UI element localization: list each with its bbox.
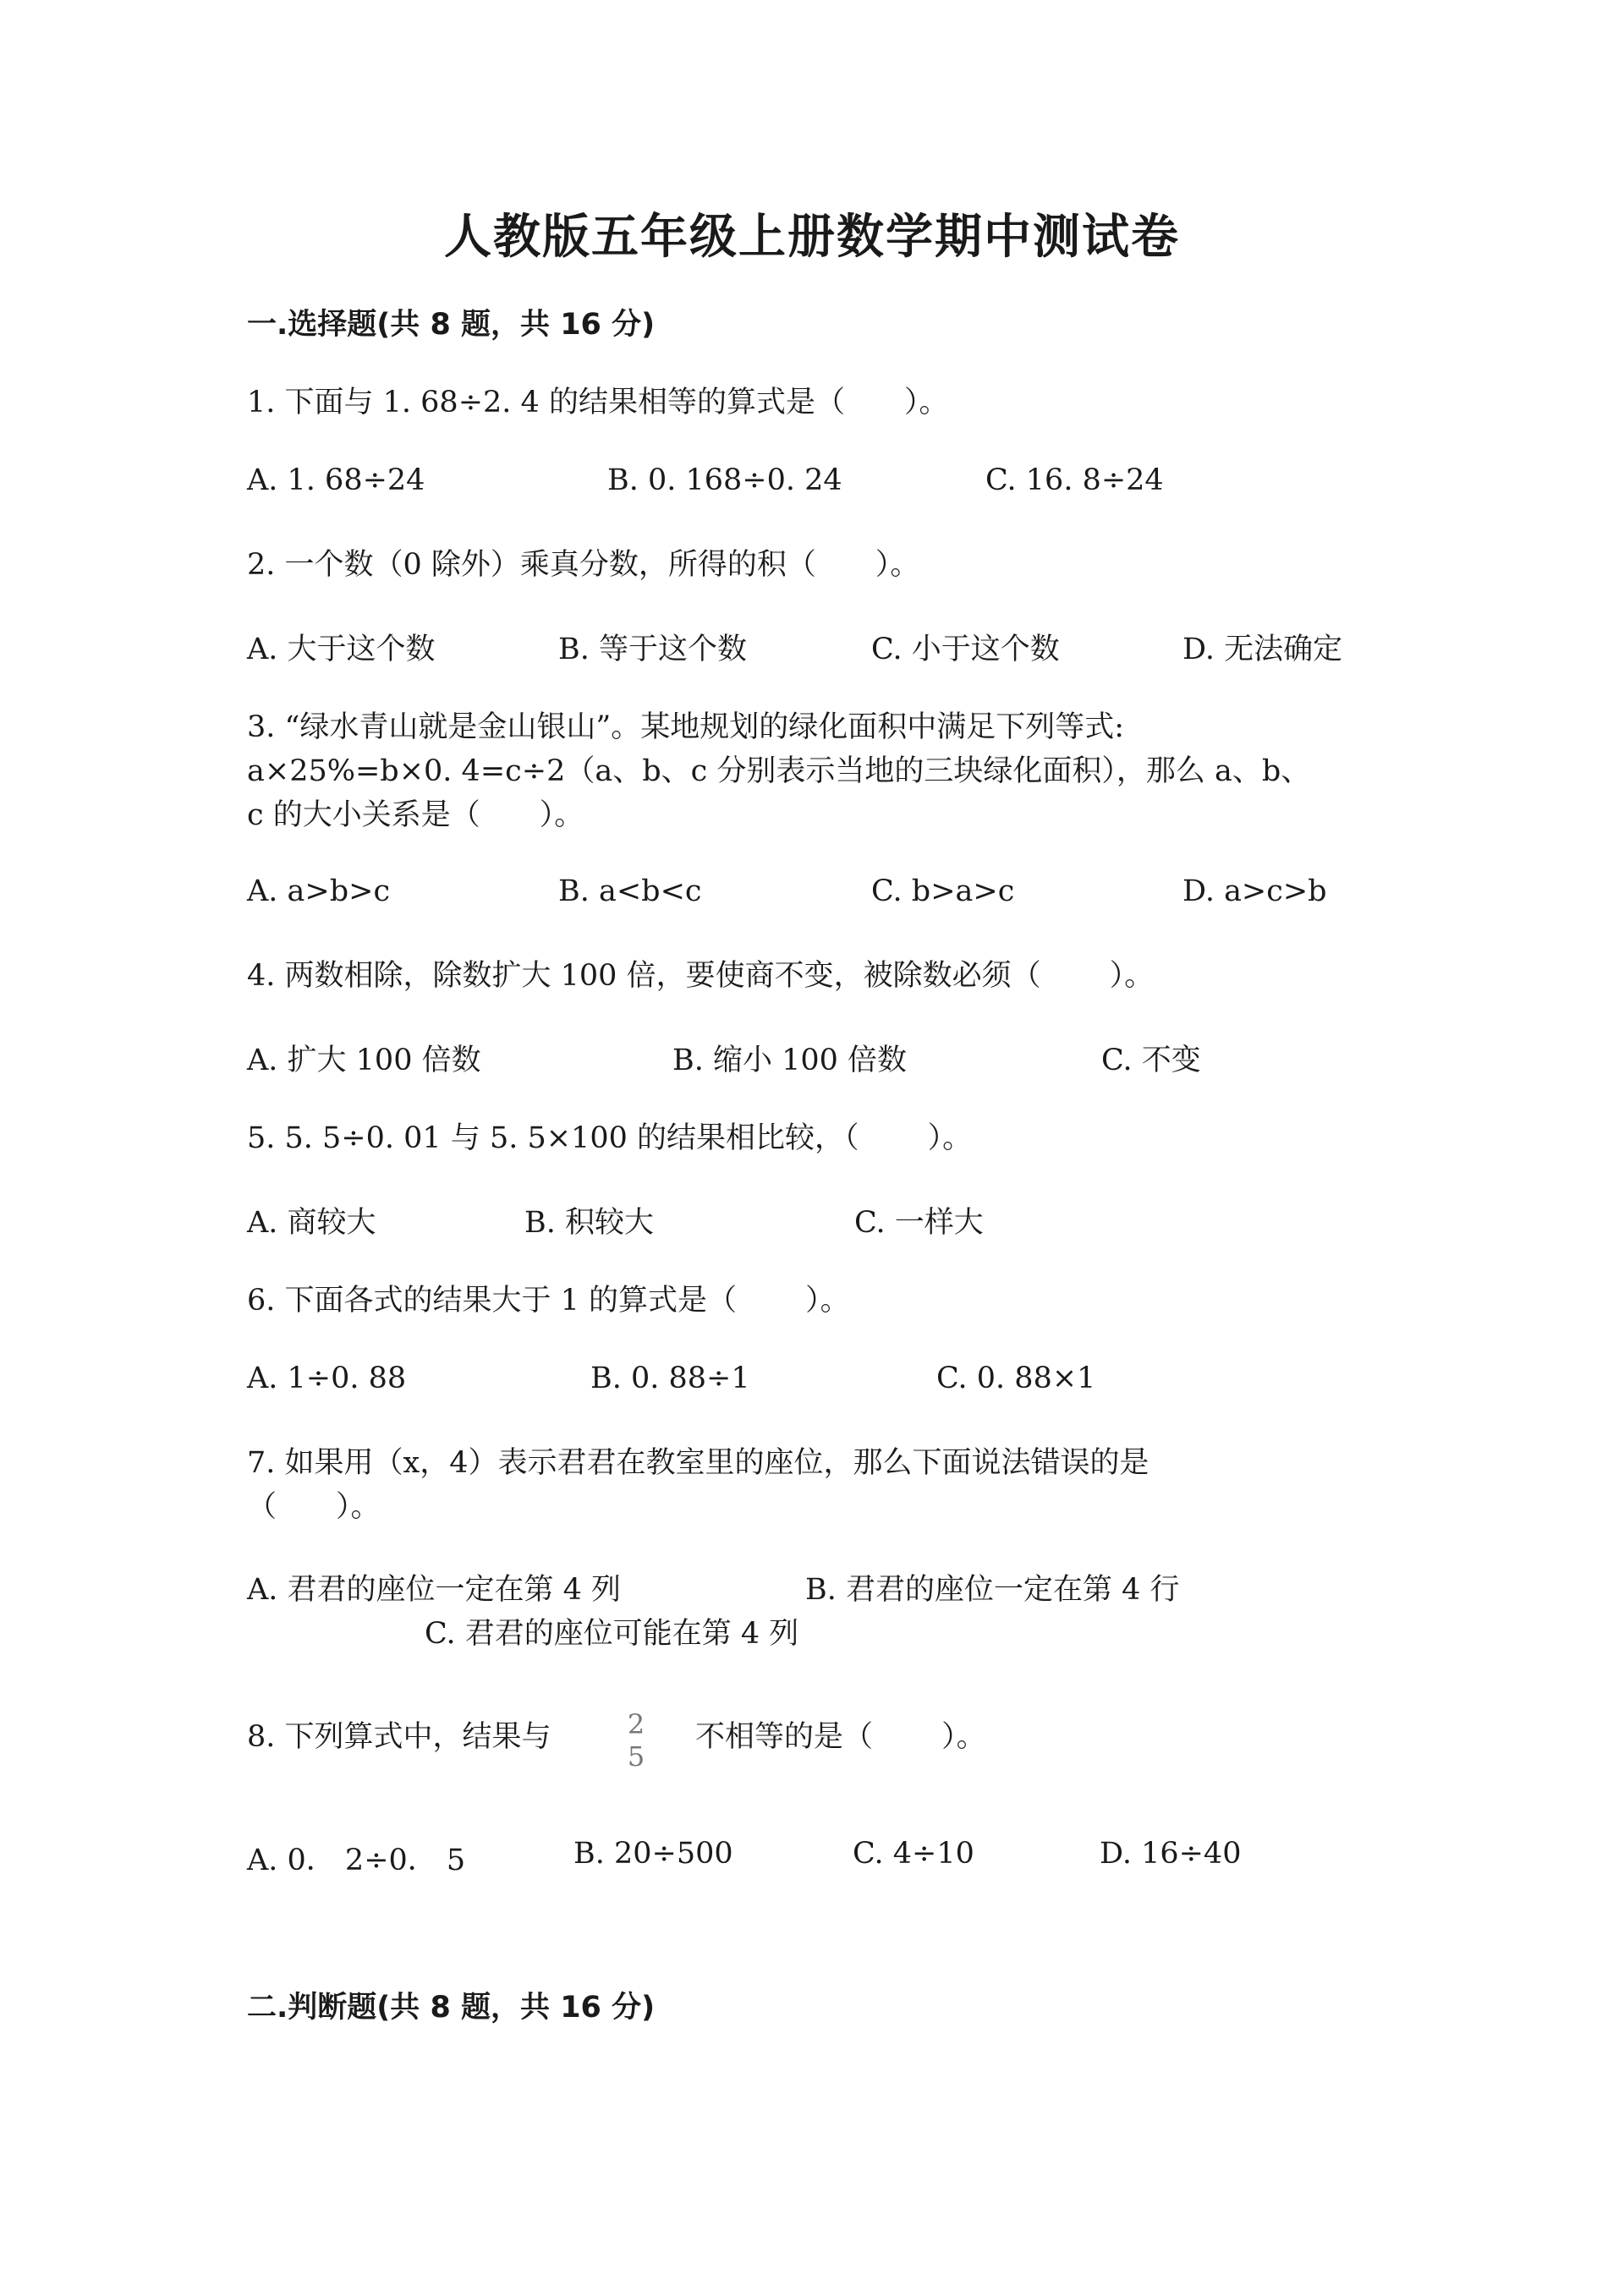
question-3-stem-line-2: a×25%=b×0. 4=c÷2（a、b、c 分别表示当地的三块绿化面积），那么 a、b、 bbox=[247, 754, 1311, 788]
question-6-option-b[interactable]: B. 0. 88÷1 bbox=[590, 1362, 750, 1395]
question-2-option-a[interactable]: A. 大于这个数 bbox=[247, 633, 436, 666]
fraction-two-fifths bbox=[611, 1708, 661, 1773]
question-5-option-c[interactable]: C. 一样大 bbox=[854, 1206, 984, 1240]
question-4-stem: 4. 两数相除，除数扩大 100 倍，要使商不变，被除数必须（ ）。 bbox=[247, 959, 1155, 993]
question-1-option-b[interactable]: B. 0. 168÷0. 24 bbox=[607, 463, 842, 497]
question-1-stem: 1. 下面与 1. 68÷2. 4 的结果相等的算式是（ ）。 bbox=[247, 386, 949, 419]
question-4-option-c[interactable]: C. 不变 bbox=[1101, 1044, 1201, 1077]
question-6-stem: 6. 下面各式的结果大于 1 的算式是（ ）。 bbox=[247, 1284, 850, 1318]
question-2-option-c[interactable]: C. 小于这个数 bbox=[871, 633, 1060, 666]
question-5-option-b[interactable]: B. 积较大 bbox=[524, 1206, 654, 1240]
question-6-option-c[interactable]: C. 0. 88×1 bbox=[936, 1362, 1096, 1395]
question-1-option-a[interactable]: A. 1. 68÷24 bbox=[247, 463, 425, 497]
question-3-stem-line-1: 3. “绿水青山就是金山银山”。某地规划的绿化面积中满足下列等式: bbox=[247, 710, 1125, 744]
question-5-stem: 5. 5. 5÷0. 01 与 5. 5×100 的结果相比较，（ ）。 bbox=[247, 1121, 973, 1155]
question-2-option-d[interactable]: D. 无法确定 bbox=[1182, 633, 1343, 666]
question-7-option-c[interactable]: C. 君君的座位可能在第 4 列 bbox=[425, 1617, 799, 1651]
question-8-stem-after: 不相等的是（ ）。 bbox=[695, 1720, 986, 1754]
question-3-option-a[interactable]: A. a>b>c bbox=[247, 874, 391, 908]
question-5-option-a[interactable]: A. 商较大 bbox=[247, 1206, 376, 1240]
question-8-option-d[interactable]: D. 16÷40 bbox=[1100, 1837, 1242, 1871]
question-3-stem-line-3: c 的大小关系是（ ）。 bbox=[247, 798, 584, 832]
question-8-option-b[interactable]: B. 20÷500 bbox=[573, 1837, 733, 1871]
question-3-option-b[interactable]: B. a<b<c bbox=[558, 874, 702, 908]
question-8-option-a[interactable]: A. 0． 2÷0． 5 bbox=[247, 1844, 466, 1877]
question-7-option-a[interactable]: A. 君君的座位一定在第 4 列 bbox=[247, 1573, 622, 1607]
question-1-option-c[interactable]: C. 16. 8÷24 bbox=[985, 463, 1164, 497]
section-heading-choice: 一.选择题(共 8 题，共 16 分) bbox=[247, 308, 656, 342]
exam-title: 人教版五年级上册数学期中测试卷 bbox=[444, 210, 1180, 265]
fraction-denominator: 5 bbox=[627, 1740, 645, 1773]
question-7-stem-line-2: （ ）。 bbox=[247, 1490, 381, 1524]
question-3-option-d[interactable]: D. a>c>b bbox=[1182, 874, 1327, 908]
question-8-stem-before: 8. 下列算式中，结果与 bbox=[247, 1720, 551, 1754]
question-2-option-b[interactable]: B. 等于这个数 bbox=[558, 633, 747, 666]
question-6-option-a[interactable]: A. 1÷0. 88 bbox=[247, 1362, 407, 1395]
question-3-option-c[interactable]: C. b>a>c bbox=[871, 874, 1015, 908]
question-2-stem: 2. 一个数（0 除外）乘真分数，所得的积（ ）。 bbox=[247, 548, 920, 582]
question-4-option-a[interactable]: A. 扩大 100 倍数 bbox=[247, 1044, 481, 1077]
question-7-stem-line-1: 7. 如果用（x，4）表示君君在教室里的座位，那么下面说法错误的是 bbox=[247, 1446, 1149, 1480]
fraction-numerator: 2 bbox=[627, 1708, 645, 1740]
question-4-option-b[interactable]: B. 缩小 100 倍数 bbox=[672, 1044, 908, 1077]
section-heading-judgement: 二.判断题(共 8 题，共 16 分) bbox=[247, 1991, 656, 2025]
question-8-option-c[interactable]: C. 4÷10 bbox=[853, 1837, 974, 1871]
question-7-option-b[interactable]: B. 君君的座位一定在第 4 行 bbox=[805, 1573, 1180, 1607]
